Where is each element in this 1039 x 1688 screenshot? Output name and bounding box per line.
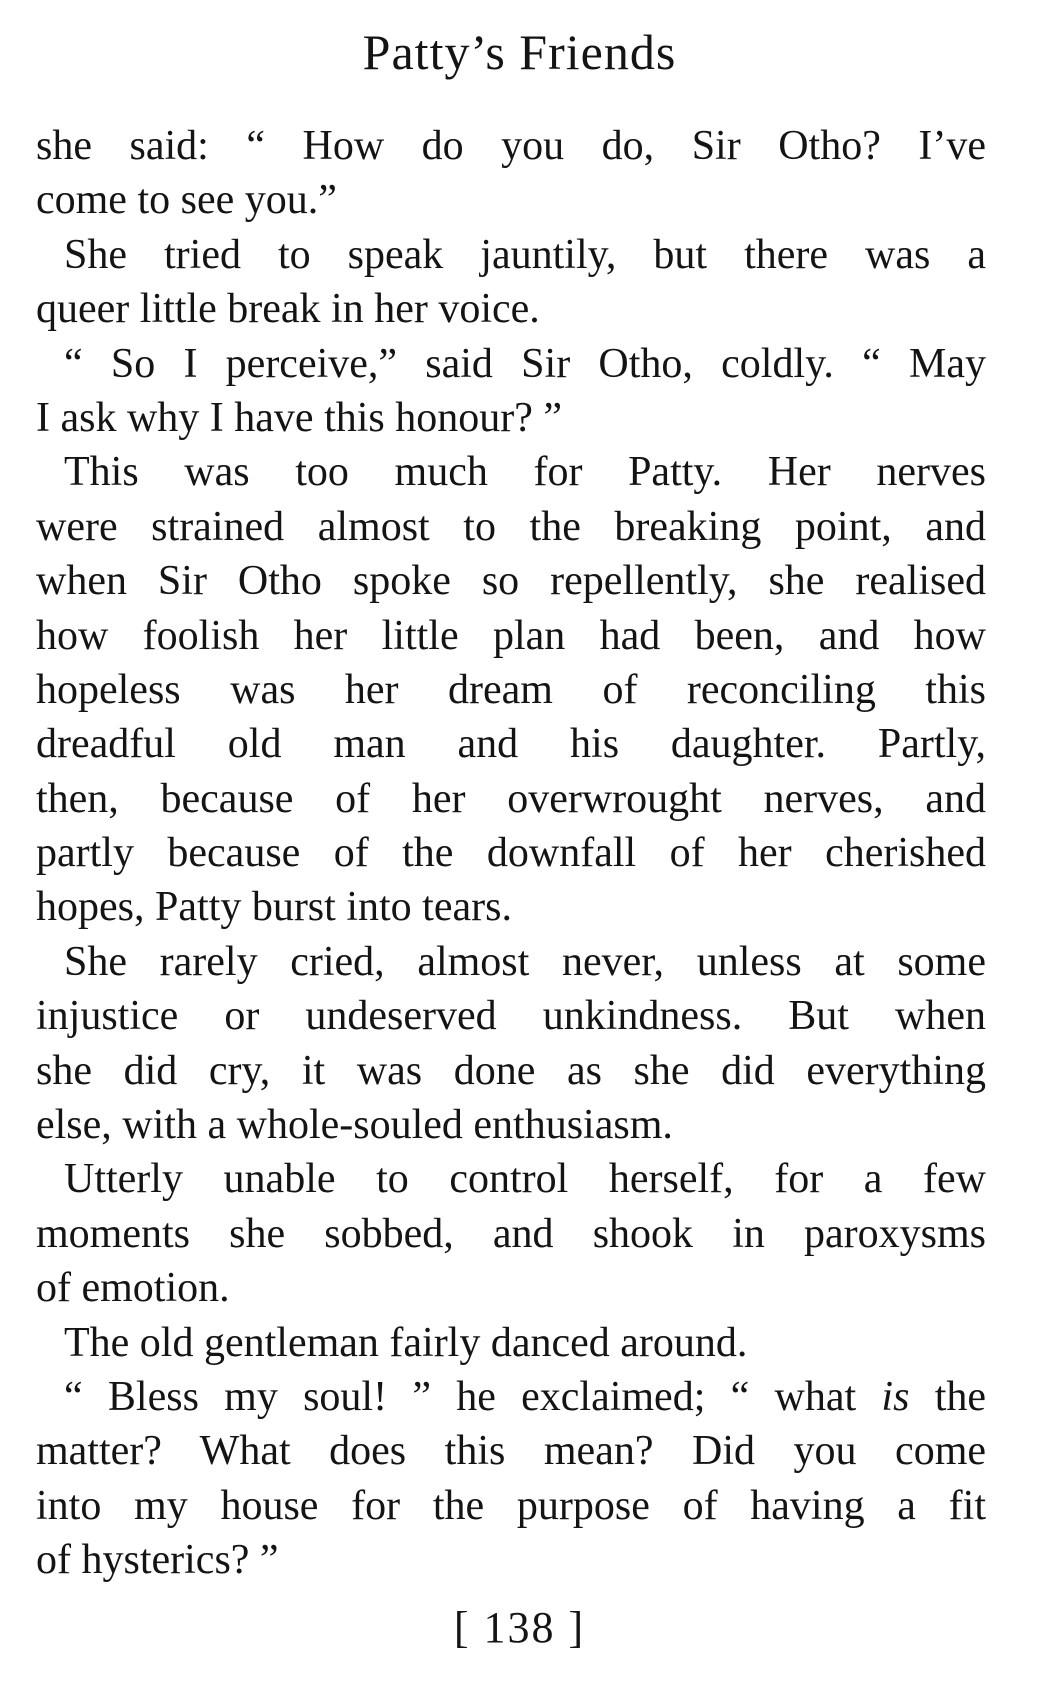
text-line: injustice or undeserved unkindness. But when <box>36 993 986 1040</box>
text-line: when Sir Otho spoke so repellently, she realised <box>36 558 986 605</box>
text-line: Utterly unable to control herself, for a few <box>64 1156 986 1203</box>
text-line: into my house for the purpose of having a fit <box>36 1482 986 1529</box>
text-line: I ask why I have this honour? ” <box>36 394 563 441</box>
text-line: The old gentleman fairly danced around. <box>64 1319 748 1366</box>
text-line: matter? What does this mean? Did you come <box>36 1428 986 1475</box>
text-line: hopes, Patty burst into tears. <box>36 884 512 931</box>
text-line: She rarely cried, almost never, unless at some <box>64 938 986 985</box>
text-line: She tried to speak jauntily, but there was a <box>64 231 986 278</box>
emphasis-word: is <box>881 1373 910 1420</box>
text-line: of hysterics? ” <box>36 1537 279 1584</box>
text-line: come to see you.” <box>36 177 337 224</box>
text-line: queer little break in her voice. <box>36 286 540 333</box>
text-line: This was too much for Patty. Her nerves <box>64 449 986 496</box>
text-line: moments she sobbed, and shook in paroxysms <box>36 1210 986 1257</box>
text-line: she said: “ How do you do, Sir Otho? I’ve <box>36 123 986 169</box>
text-line: partly because of the downfall of her cherished <box>36 830 986 877</box>
text-line: “ Bless my soul! ” he exclaimed; “ what is the <box>64 1373 987 1420</box>
running-head-title: Patty’s Friends <box>362 24 677 80</box>
text-line: she did cry, it was done as she did everything <box>36 1047 986 1094</box>
text-line: else, with a whole-souled enthusiasm. <box>36 1102 673 1149</box>
text-line: were strained almost to the breaking point, and <box>36 503 986 550</box>
text-line: then, because of her overwrought nerves, and <box>36 775 986 822</box>
text-line: of emotion. <box>36 1265 230 1312</box>
page-number: [ 138 ] <box>453 1603 586 1652</box>
text-line: hopeless was her dream of reconciling this <box>36 666 986 713</box>
text-line: dreadful old man and his daughter. Partly, <box>36 721 986 768</box>
text-line: how foolish her little plan had been, and how <box>36 612 986 659</box>
text-line: “ So I perceive,” said Sir Otho, coldly. “ May <box>64 340 986 387</box>
body-text <box>36 119 986 1588</box>
